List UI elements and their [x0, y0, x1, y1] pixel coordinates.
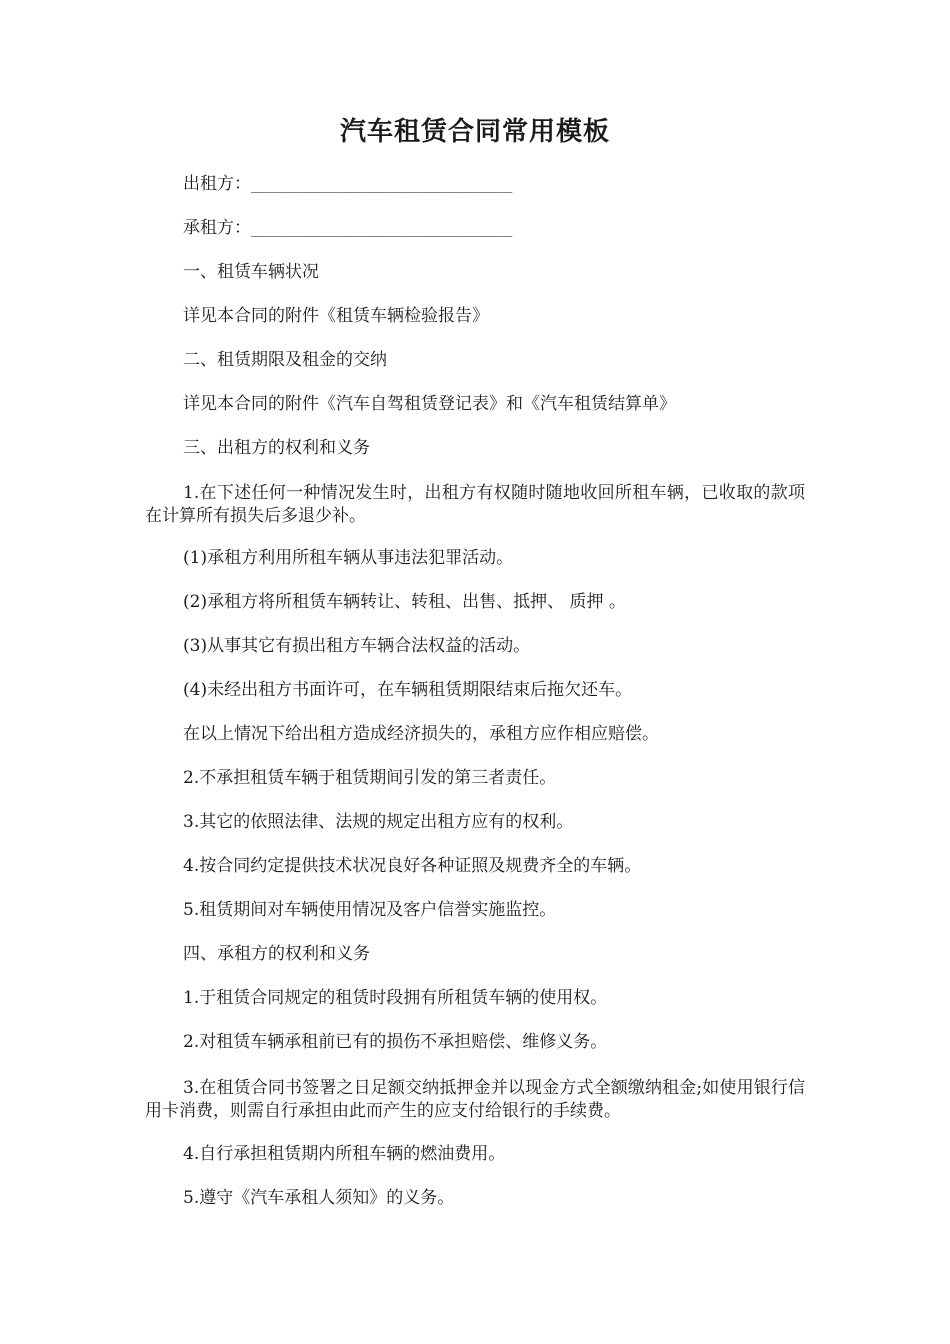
lessor-line [183, 171, 512, 198]
section-1-text: 详见本合同的附件《租赁车辆检验报告》 [183, 306, 489, 326]
section-3-sub-2: (2)承租方将所租赁车辆转让、转租、出售、抵押、 质押 。 [183, 592, 626, 612]
section-2-text: 详见本合同的附件《汽车自驾租赁登记表》和《汽车租赁结算单》 [183, 394, 676, 414]
lessee-blank: _______________________________ [251, 221, 513, 237]
section-3-item-5: 5.租赁期间对车辆使用情况及客户信誉实施监控。 [183, 900, 557, 920]
section-1-heading: 一、租赁车辆状况 [183, 262, 319, 282]
section-3-sub-3: (3)从事其它有损出租方车辆合法权益的活动。 [183, 636, 531, 656]
section-4-item-1: 1.于租赁合同规定的租赁时段拥有所租赁车辆的使用权。 [183, 988, 608, 1008]
section-4-item-4: 4.自行承担租赁期内所租车辆的燃油费用。 [183, 1144, 506, 1164]
section-4-item-2: 2.对租赁车辆承租前已有的损伤不承担赔偿、维修义务。 [183, 1032, 608, 1052]
section-4-item-5: 5.遵守《汽车承租人须知》的义务。 [183, 1188, 455, 1208]
lessee-line [183, 215, 512, 242]
section-4-item-3: 3.在租赁合同书签署之日足额交纳抵押金并以现金方式全额缴纳租金;如使用银行信用卡消费，则需自行承担由此而产生的应支付给银行的手续费。 [145, 1078, 805, 1121]
section-2-heading: 二、租赁期限及租金的交纳 [183, 350, 387, 370]
section-3-item-2: 2.不承担租赁车辆于租赁期间引发的第三者责任。 [183, 768, 557, 788]
section-3-sub-4: (4)未经出租方书面许可，在车辆租赁期限结束后拖欠还车。 [183, 680, 633, 700]
section-3-note: 在以上情况下给出租方造成经济损失的，承租方应作相应赔偿。 [183, 724, 659, 744]
lessor-label: 出租方： [183, 174, 251, 194]
section-3-item-4: 4.按合同约定提供技术状况良好各种证照及规费齐全的车辆。 [183, 856, 642, 876]
section-3-item-1: 1.在下述任何一种情况发生时，出租方有权随时随地收回所租车辆，已收取的款项在计算所有损失后多退少补。 [145, 483, 805, 526]
document-title: 汽车租赁合同常用模板 [339, 117, 610, 147]
section-3-heading: 三、出租方的权利和义务 [183, 438, 370, 458]
lessor-blank: _______________________________ [251, 177, 513, 193]
lessee-label: 承租方： [183, 218, 251, 238]
section-4-heading: 四、承租方的权利和义务 [183, 944, 370, 964]
section-3-item-3: 3.其它的依照法律、法规的规定出租方应有的权利。 [183, 812, 574, 832]
section-3-sub-1: (1)承租方利用所租车辆从事违法犯罪活动。 [183, 548, 514, 568]
